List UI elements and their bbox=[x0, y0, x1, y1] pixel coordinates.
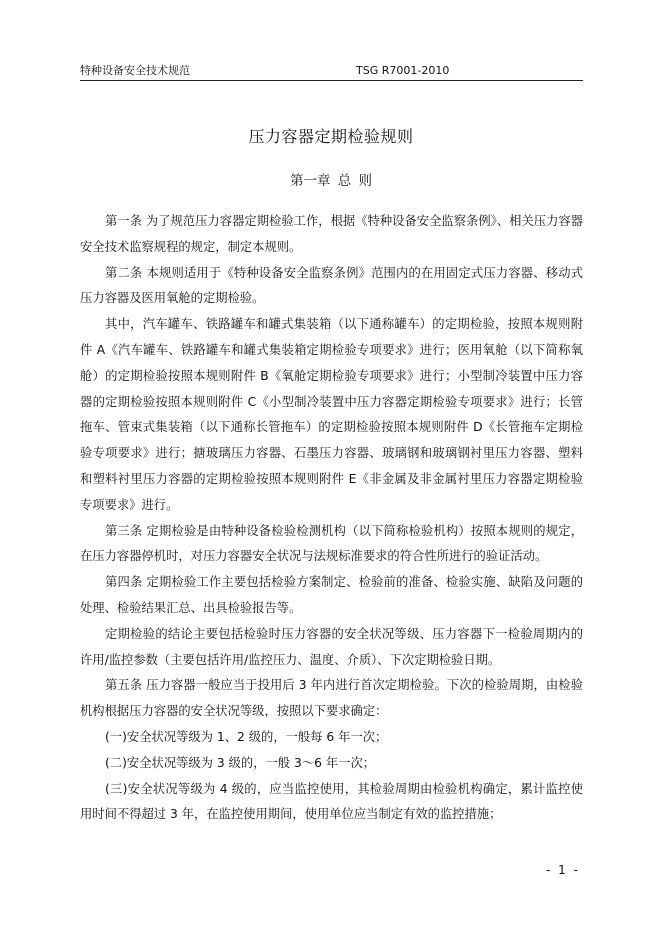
article-2-scope-paragraph: 其中，汽车罐车、铁路罐车和罐式集装箱（以下通称罐车）的定期检验，按照本规则附件 A《汽车罐车、铁路罐车和罐式集装箱定期检验专项要求》进行；医用氧舱（以下简称氧舱）的定期检验按照本规则附件 B《氧舱定期检验专项要求》进行；小型制冷装置中压力容器的定期检验按照本规则附件 C《小型制冷装置中压力容器定期检验专项要求》进行；长管拖车、管束式集装箱（以下通称长管拖车）的定期检验按照本规则附件 D《长管拖车定期检验专项要求》进行；搪玻璃压力容器、石墨压力容器、玻璃钢和玻璃钢衬里压力容器、塑料和塑料衬里压力容器的定期检验按照本规则附件 E《非金属及非金属衬里压力容器定期检验专项要求》进行。 bbox=[80, 317, 583, 512]
article-2: 第二条 本规则适用于《特种设备安全监察条例》范围内的在用固定式压力容器、移动式压力容器及医用氧舱的定期检验。 bbox=[80, 265, 583, 306]
header-series-title: 特种设备安全技术规范 bbox=[80, 64, 190, 77]
document-body bbox=[80, 209, 583, 828]
article-4-conclusion-paragraph: 定期检验的结论主要包括检验时压力容器的安全状况等级、压力容器下一检验周期内的许用/监控参数（主要包括许用/监控压力、温度、介质）、下次定期检验日期。 bbox=[80, 626, 583, 667]
article-5-item-2: (二)安全状况等级为 3 级的，一般 3～6 年一次； bbox=[105, 755, 376, 770]
chapter-heading: 第一章 总 则 bbox=[289, 173, 373, 189]
article-1: 第一条 为了规范压力容器定期检验工作，根据《特种设备安全监察条例》、相关压力容器安全技术监察规程的规定，制定本规则。 bbox=[80, 214, 583, 254]
running-header bbox=[80, 64, 583, 81]
article-4: 第四条 定期检验工作主要包括检验方案制定、检验前的准备、检验实施、缺陷及问题的处理、检验结果汇总、出具检验报告等。 bbox=[80, 575, 583, 615]
article-5: 第五条 压力容器一般应当于投用后 3 年内进行首次定期检验。下次的检验周期，由检验机构根据压力容器的安全状况等级，按照以下要求确定： bbox=[80, 678, 583, 719]
article-5-item-1: (一)安全状况等级为 1、2 级的，一般每 6 年一次； bbox=[105, 729, 388, 744]
article-3: 第三条 定期检验是由特种设备检验检测机构（以下简称检验机构）按照本规则的规定，在压力容器停机时，对压力容器安全状况与法规标准要求的符合性所进行的验证活动。 bbox=[80, 523, 583, 564]
header-document-code: TSG R7001-2010 bbox=[356, 64, 450, 77]
document-title: 压力容器定期检验规则 bbox=[248, 127, 414, 146]
page-number: - 1 - bbox=[546, 863, 580, 877]
article-5-item-3: (三)安全状况等级为 4 级的，应当监控使用，其检验周期由检验机构确定，累计监控使用时间不得超过 3 年，在监控使用期间，使用单位应当制定有效的监控措施； bbox=[80, 781, 583, 822]
